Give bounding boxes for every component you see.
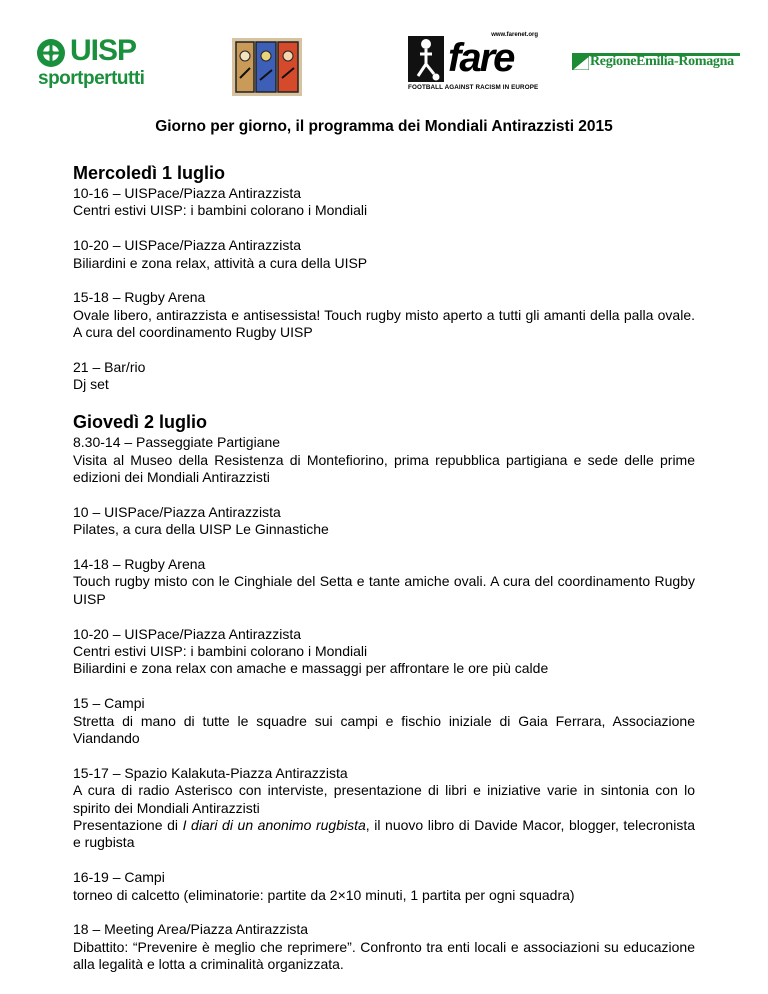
day-heading: Mercoledì 1 luglio	[73, 163, 226, 183]
regione-mark-icon	[572, 56, 589, 70]
logo-bar	[0, 30, 768, 96]
event-time-place: 14-18 – Rugby Arena	[73, 556, 206, 573]
event-time-place: 15-17 – Spazio Kalakuta-Piazza Antirazzista	[73, 764, 348, 781]
event-item	[73, 289, 695, 341]
event-item	[73, 434, 695, 486]
football-player-icon	[408, 36, 444, 82]
program-content	[73, 162, 695, 974]
event-description-extra: Biliardini e zona relax con amache e massaggi per affrontare le ore più calde	[73, 660, 549, 677]
book-details-text: , il nuovo libro di Davide Macor, blogger, telecronista e rugbista	[73, 817, 696, 851]
event-time-place: 18 – Meeting Area/Piazza Antirazzista	[73, 921, 309, 938]
event-description: Centri estivi UISP: i bambini colorano i Mondiali	[73, 202, 368, 219]
event-time-place: 15 – Campi	[73, 695, 145, 712]
event-description: Centri estivi UISP: i bambini colorano i Mondiali	[73, 643, 368, 660]
event-item	[73, 359, 695, 394]
event-item	[73, 237, 695, 272]
event-time-place: 10-20 – UISPace/Piazza Antirazzista	[73, 237, 302, 254]
book-title: I diari di un anonimo rugbista	[182, 817, 366, 834]
fare-url: www.farenet.org	[491, 32, 538, 38]
uisp-logo-tagline: sportpertutti	[38, 68, 145, 89]
event-time-place: 21 – Bar/rio	[73, 359, 146, 376]
event-item	[73, 921, 695, 973]
event-description: A cura di radio Asterisco con interviste, presentazione di libri e iniziative varie in sintonia con lo spirito dei Mondiali Antirazzisti	[73, 782, 695, 816]
fare-logo-name: fare	[448, 36, 514, 80]
event-description: Pilates, a cura della UISP Le Ginnastiche	[73, 521, 329, 538]
event-description: Touch rugby misto con le Cinghiale del Setta e tante amiche ovali. A cura del coordinamento Rugby UISP	[73, 573, 695, 607]
fare-logo-tagline: FOOTBALL AGAINST RACISM IN EUROPE	[408, 84, 539, 91]
regione-logo	[572, 52, 740, 74]
artwork-logo	[232, 38, 302, 96]
event-item	[73, 504, 695, 539]
event-time-place: 10-20 – UISPace/Piazza Antirazzista	[73, 625, 302, 642]
event-item	[73, 185, 695, 220]
uisp-logo	[36, 36, 166, 92]
event-description-extra	[73, 817, 695, 852]
fare-logo	[408, 32, 540, 94]
book-intro-text: Presentazione di	[73, 817, 183, 834]
event-time-place: 16-19 – Campi	[73, 869, 165, 886]
event-description: Visita al Museo della Resistenza di Montefiorino, prima repubblica partigiana e sede delle prime edizioni dei Mondiali Antirazzisti	[73, 451, 695, 486]
event-item	[73, 556, 695, 608]
event-time-place: 15-18 – Rugby Arena	[73, 289, 206, 306]
event-description: Dibattito: “Prevenire è meglio che reprimere”. Confronto tra enti locali e associazioni su educazione alla legalità e lotta a criminalità organizzata.	[73, 938, 695, 973]
event-description: Biliardini e zona relax, attività a cura della UISP	[73, 254, 368, 271]
event-description: Stretta di mano di tutte le squadre sui campi e fischio iniziale di Gaia Ferrara, Associazione Viandando	[73, 712, 695, 747]
regione-logo-name: RegioneEmilia-Romagna	[590, 54, 734, 69]
uisp-logo-name: UISP	[70, 34, 137, 67]
event-time-place: 8.30-14 – Passeggiate Partigiane	[73, 434, 281, 451]
uisp-mark-icon	[36, 38, 66, 68]
colorful-artwork-icon	[232, 38, 302, 96]
event-item	[73, 626, 695, 678]
event-time-place: 10 – UISPace/Piazza Antirazzista	[73, 503, 281, 520]
event-description: torneo di calcetto (eliminatorie: partite da 2×10 minuti, 1 partita per ogni squadra)	[73, 886, 575, 903]
event-item	[73, 695, 695, 747]
event-time-place: 10-16 – UISPace/Piazza Antirazzista	[73, 185, 302, 201]
day-heading: Giovedì 2 luglio	[73, 412, 208, 433]
event-description: Ovale libero, antirazzista e antisessista! Touch rugby misto aperto a tutti gli amanti della palla ovale. A cura del coordinamento Rugby UISP	[73, 306, 695, 341]
event-item	[73, 869, 695, 904]
page-title: Giorno per giorno, il programma dei Mondiali Antirazzisti 2015	[155, 118, 613, 135]
event-description: Dj set	[73, 376, 109, 393]
event-item	[73, 765, 695, 852]
